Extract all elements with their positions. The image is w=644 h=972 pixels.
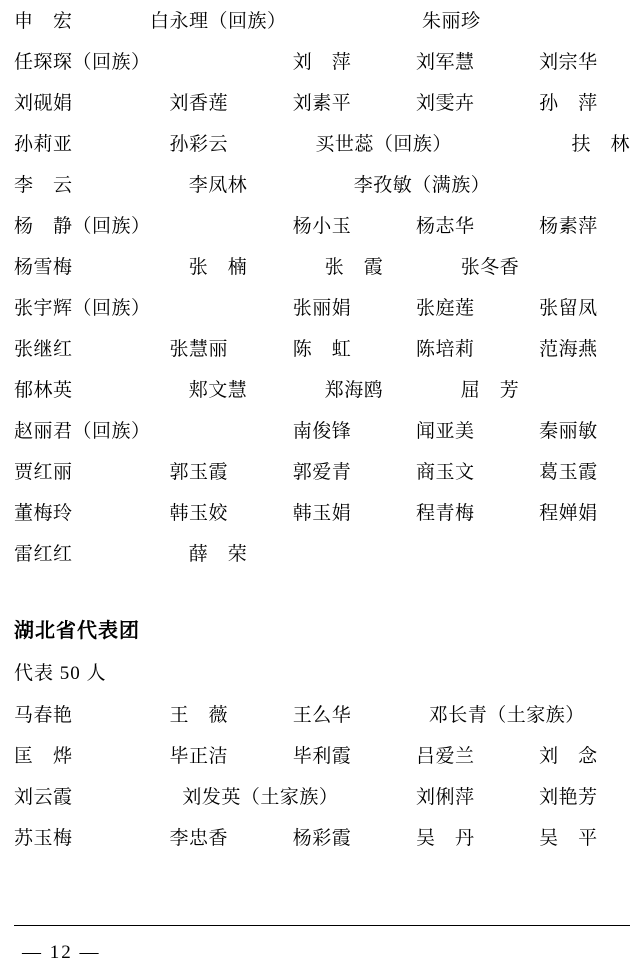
delegate-name: 郭爱青 bbox=[292, 462, 352, 483]
name-row bbox=[14, 129, 630, 170]
delegate-name: 王 薇 bbox=[169, 705, 229, 726]
delegate-name: 张 楠 bbox=[188, 257, 248, 278]
delegate-name: 邓长青（土家族） bbox=[428, 705, 585, 726]
delegate-name: 韩玉姣 bbox=[169, 503, 229, 524]
delegate-name: 孙 萍 bbox=[539, 93, 598, 114]
delegate-name: 刘香莲 bbox=[169, 93, 229, 114]
delegate-name: 刘军慧 bbox=[415, 52, 475, 73]
delegate-name: 刘宗华 bbox=[539, 52, 598, 73]
section-spacer bbox=[14, 580, 630, 614]
name-row bbox=[14, 457, 630, 498]
delegate-name: 赵丽君（回族） bbox=[14, 421, 151, 442]
delegate-name: 张丽娟 bbox=[292, 298, 352, 319]
delegate-name: 任琛琛（回族） bbox=[14, 52, 151, 73]
name-row bbox=[14, 700, 630, 741]
delegate-name: 郁林英 bbox=[14, 380, 73, 401]
name-row bbox=[14, 47, 630, 88]
delegate-name: 买世蕊（回族） bbox=[315, 134, 452, 155]
delegate-name: 南俊锋 bbox=[292, 421, 352, 442]
delegate-name: 苏玉梅 bbox=[14, 828, 73, 849]
delegate-name: 贾红丽 bbox=[14, 462, 73, 483]
delegate-name: 张继红 bbox=[14, 339, 73, 360]
delegate-name: 李忠香 bbox=[169, 828, 229, 849]
delegate-name: 张慧丽 bbox=[169, 339, 229, 360]
delegate-name: 陈 虹 bbox=[292, 339, 352, 360]
delegate-name: 刘发英（土家族） bbox=[182, 787, 339, 808]
delegate-name: 张 霞 bbox=[324, 257, 384, 278]
delegate-name: 杨小玉 bbox=[292, 216, 352, 237]
delegate-name: 刘素平 bbox=[292, 93, 352, 114]
delegate-name: 匡 烨 bbox=[14, 746, 73, 767]
delegate-name: 薛 荣 bbox=[188, 544, 248, 565]
delegate-name: 屈 芳 bbox=[460, 380, 520, 401]
delegate-name: 刘雯卉 bbox=[415, 93, 475, 114]
delegate-name: 白永理（回族） bbox=[150, 11, 287, 32]
delegate-name: 孙莉亚 bbox=[14, 134, 73, 155]
name-row bbox=[14, 88, 630, 129]
delegate-name: 张留凤 bbox=[539, 298, 598, 319]
delegate-name: 吴 平 bbox=[539, 828, 598, 849]
delegate-name: 秦丽敏 bbox=[539, 421, 598, 442]
name-row bbox=[14, 741, 630, 782]
delegate-name: 毕利霞 bbox=[292, 746, 352, 767]
delegate-name: 郏文慧 bbox=[188, 380, 248, 401]
delegate-name: 张庭莲 bbox=[415, 298, 475, 319]
delegate-name: 杨 静（回族） bbox=[14, 216, 151, 237]
name-row bbox=[14, 293, 630, 334]
delegate-name: 刘俐萍 bbox=[415, 787, 475, 808]
delegate-name: 韩玉娟 bbox=[292, 503, 352, 524]
delegate-name: 杨素萍 bbox=[539, 216, 598, 237]
name-row bbox=[14, 782, 630, 823]
name-row bbox=[14, 498, 630, 539]
delegate-name: 闻亚美 bbox=[415, 421, 475, 442]
delegate-name: 朱丽珍 bbox=[422, 11, 481, 32]
delegate-name: 毕正洁 bbox=[169, 746, 229, 767]
delegate-name: 程青梅 bbox=[415, 503, 475, 524]
name-row bbox=[14, 539, 630, 580]
delegate-name: 吴 丹 bbox=[415, 828, 475, 849]
delegate-name: 程婵娟 bbox=[539, 503, 598, 524]
delegate-name: 马春艳 bbox=[14, 705, 73, 726]
page-number: — 12 — bbox=[22, 942, 101, 963]
delegate-name: 吕爱兰 bbox=[415, 746, 475, 767]
name-row bbox=[14, 170, 630, 211]
section-title: 湖北省代表团 bbox=[14, 620, 140, 642]
delegate-name: 王么华 bbox=[292, 705, 352, 726]
footer-divider bbox=[14, 925, 630, 926]
name-row bbox=[14, 334, 630, 375]
delegate-name: 杨雪梅 bbox=[14, 257, 73, 278]
name-row bbox=[14, 6, 630, 47]
delegate-name: 葛玉霞 bbox=[539, 462, 598, 483]
name-list-section bbox=[14, 700, 630, 864]
delegate-name: 商玉文 bbox=[415, 462, 475, 483]
section-subtitle: 代表 50 人 bbox=[14, 663, 107, 684]
delegate-name: 李 云 bbox=[14, 175, 73, 196]
delegate-name: 雷红红 bbox=[14, 544, 73, 565]
delegate-name: 李凤林 bbox=[188, 175, 248, 196]
name-row bbox=[14, 416, 630, 457]
delegate-name: 张冬香 bbox=[460, 257, 520, 278]
delegate-name: 董梅玲 bbox=[14, 503, 73, 524]
delegate-name: 范海燕 bbox=[539, 339, 598, 360]
name-row bbox=[14, 252, 630, 293]
name-row bbox=[14, 375, 630, 416]
delegate-name: 刘艳芳 bbox=[539, 787, 598, 808]
delegate-name: 申 宏 bbox=[14, 11, 73, 32]
delegate-name: 张宇辉（回族） bbox=[14, 298, 151, 319]
delegate-name: 刘 萍 bbox=[292, 52, 352, 73]
name-list-continued bbox=[14, 6, 630, 580]
delegate-name: 李孜敏（满族） bbox=[353, 175, 491, 196]
delegate-name: 杨志华 bbox=[415, 216, 475, 237]
delegate-name: 郭玉霞 bbox=[169, 462, 229, 483]
delegate-name: 刘云霞 bbox=[14, 787, 73, 808]
delegate-name: 扶 林 bbox=[571, 134, 631, 155]
delegate-name: 杨彩霞 bbox=[292, 828, 352, 849]
name-row bbox=[14, 211, 630, 252]
delegate-name: 孙彩云 bbox=[169, 134, 229, 155]
delegate-name: 郑海鸥 bbox=[324, 380, 384, 401]
delegate-name: 陈培莉 bbox=[415, 339, 475, 360]
delegate-name: 刘 念 bbox=[539, 746, 598, 767]
name-row bbox=[14, 823, 630, 864]
delegate-name: 刘砚娟 bbox=[14, 93, 73, 114]
